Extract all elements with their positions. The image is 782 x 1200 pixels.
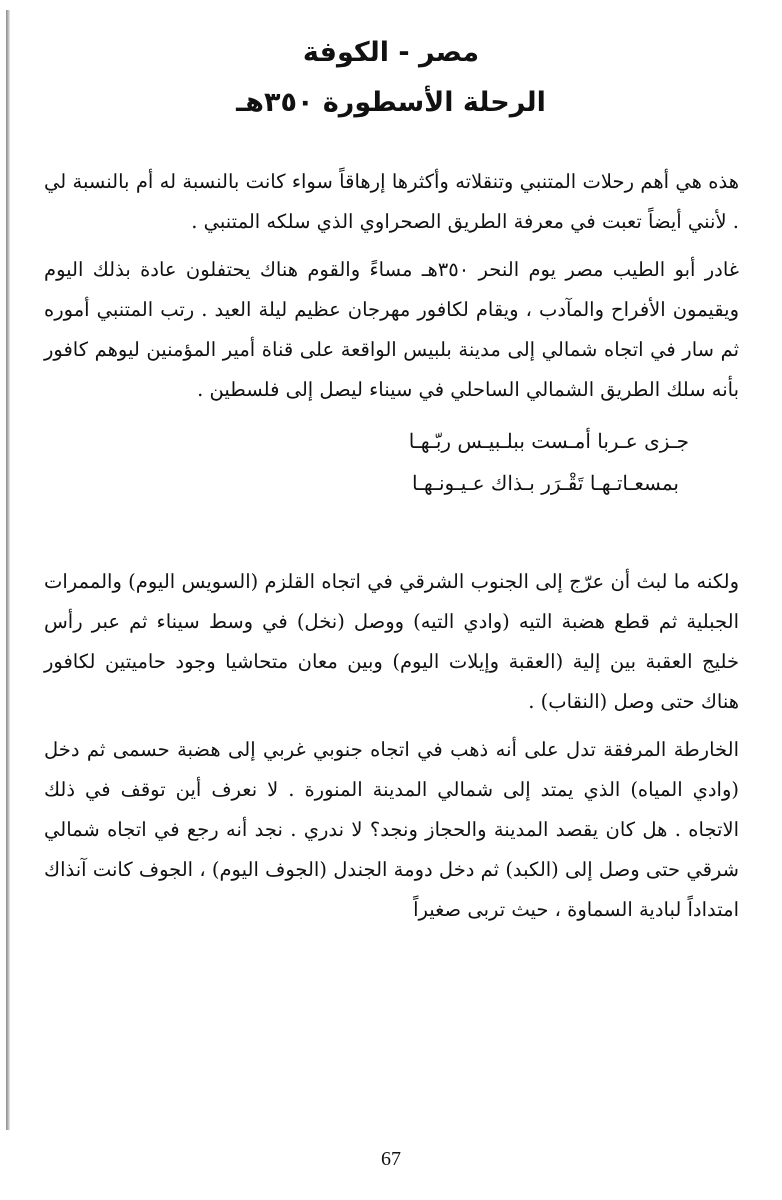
page-number: 67 <box>381 1148 401 1170</box>
paragraph-route-sinai: ولكنه ما لبث أن عرّج إلى الجنوب الشرقي في اتجاه القلزم (السويس اليوم) والممرات الجبلية ثم قطع هضبة التيه (وادي التيه) ووصل (نخل) في وسط سيناء ثم عبر رأس خليج العقبة بين إلية (العقبة وإيلات اليوم) وبين معان متحاشيا وجود حاميتين لكافور هناك حتى وصل (النقاب) . <box>44 570 739 713</box>
verse-line-1: جـزى عـربا أمـست ببلـبيـس ربّـهـا <box>408 429 689 453</box>
paragraph-map: الخارطة المرفقة تدل على أنه ذهب في اتجاه جنوبي غربي إلى هضبة حسمى ثم دخل (وادي المياه) الذي يمتد إلى شمالي المدينة المنورة . لا نعرف أين توقف في ذلك الاتجاه . هل كان يقصد المدينة والحجاز ونجد؟ لا ندري . نجد أنه رجع في اتجاه شمالي شرقي حتى وصل إلى (الكبد) ثم دخل دومة الجندل (الجوف اليوم) ، الجوف كانت آنذاك امتداداً لبادية السماوة ، حيث تربى صغيراً <box>44 738 739 921</box>
page-body <box>44 162 739 930</box>
chapter-heading <box>0 28 782 128</box>
paragraph-intro: هذه هي أهم رحلات المتنبي وتنقلاته وأكثرها إرهاقاً سواء كانت بالنسبة له أم بالنسبة لي . لأنني أيضاً تعبت في معرفة الطريق الصحراوي الذي سلكه المتنبي . <box>44 170 739 233</box>
poem-verse <box>44 424 739 516</box>
paragraph-departure: غادر أبو الطيب مصر يوم النحر ٣٥٠هـ مساءً والقوم هناك يحتفلون عادة بذلك اليوم ويقيمون الأفراح والمآدب ، ويقام لكافور مهرجان عظيم ليلة العيد . رتب المتنبي أموره ثم سار في اتجاه شمالي إلى مدينة بلبيس الواقعة على قناة أمير المؤمنين ليوهم كافور بأنه سلك الطريق الشمالي الساحلي في سيناء ليصل إلى فلسطين . <box>44 258 740 401</box>
verse-line-2: بمسعـاتـهـا تَقْـرَر بـذاك عـيـونـهـا <box>411 471 679 495</box>
page-edge-shadow <box>6 10 10 1130</box>
chapter-title: مصر - الكوفة <box>302 37 480 68</box>
chapter-subtitle: الرحلة الأسطورة ٣٥٠هـ <box>236 87 546 118</box>
